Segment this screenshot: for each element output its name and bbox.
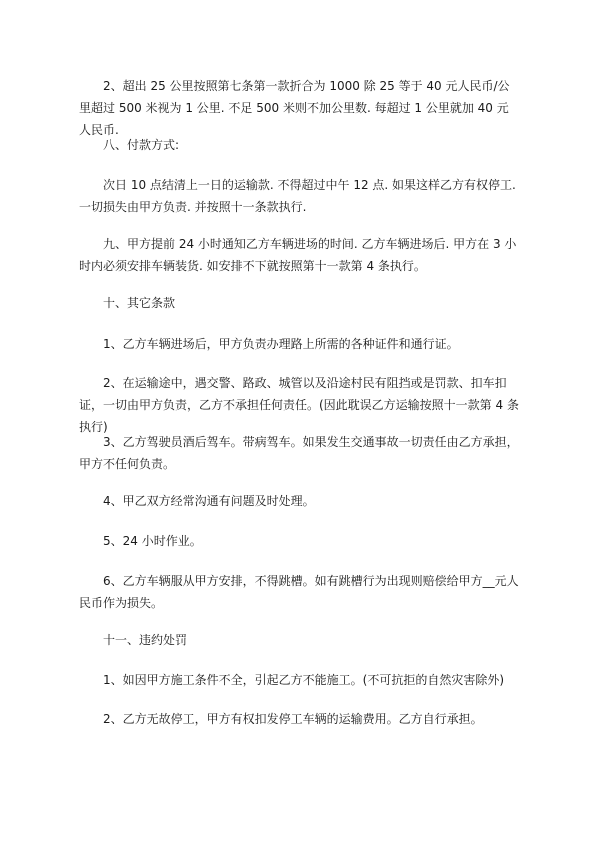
clause-party-b-stoppage: 2、乙方无故停工，甲方有权扣发停工车辆的运输费用。乙方自行承担。	[103, 712, 483, 726]
clause-driver-conduct: 3、乙方驾驶员酒后驾车。带病驾车。如果发生交通事故一切责任由乙方承担，甲方不任何负责。	[79, 435, 519, 471]
clause-no-job-hopping: 6、乙方车辆服从甲方安排，不得跳槽。如有跳槽行为出现则赔偿给甲方__元人民币作为损失。	[79, 574, 519, 610]
section-heading-other-terms: 十、其它条款	[103, 296, 176, 310]
clause-payment-terms: 次日 10 点结清上一日的运输款. 不得超过中午 12 点. 如果这样乙方有权停工. 一切损失由甲方负责. 并按照十一条款执行.	[79, 178, 516, 214]
clause-overdistance-fee: 2、超出 25 公里按照第七条第一款折合为 1000 除 25 等于 40 元人民币/公里超过 500 米视为 1 公里. 不足 500 米则不加公里数. 每超过 1 公里就加 40 元人民币.	[79, 79, 510, 137]
clause-24h-operation: 5、24 小时作业。	[103, 534, 202, 548]
clause-party-a-conditions: 1、如因甲方施工条件不全，引起乙方不能施工。(不可抗拒的自然灾害除外)	[103, 673, 505, 687]
section-heading-payment: 八、付款方式:	[103, 138, 180, 152]
clause-permits: 1、乙方车辆进场后，甲方负责办理路上所需的各种证件和通行证。	[103, 337, 459, 351]
section-heading-penalties: 十一、违约处罚	[103, 633, 188, 647]
clause-notice-loading: 九、甲方提前 24 小时通知乙方车辆进场的时间. 乙方车辆进场后. 甲方在 3 小时内必须安排车辆装货. 如安排不下就按照第十一款第 4 条执行。	[79, 237, 517, 273]
clause-road-obstruction: 2、在运输途中，遇交警、路政、城管以及沿途村民有阻挡或是罚款、扣车扣证，一切由甲方负责，乙方不承担任何责任。(因此耽误乙方运输按照十一款第 4 条执行)	[79, 376, 519, 434]
clause-communication: 4、甲乙双方经常沟通有问题及时处理。	[103, 494, 315, 508]
